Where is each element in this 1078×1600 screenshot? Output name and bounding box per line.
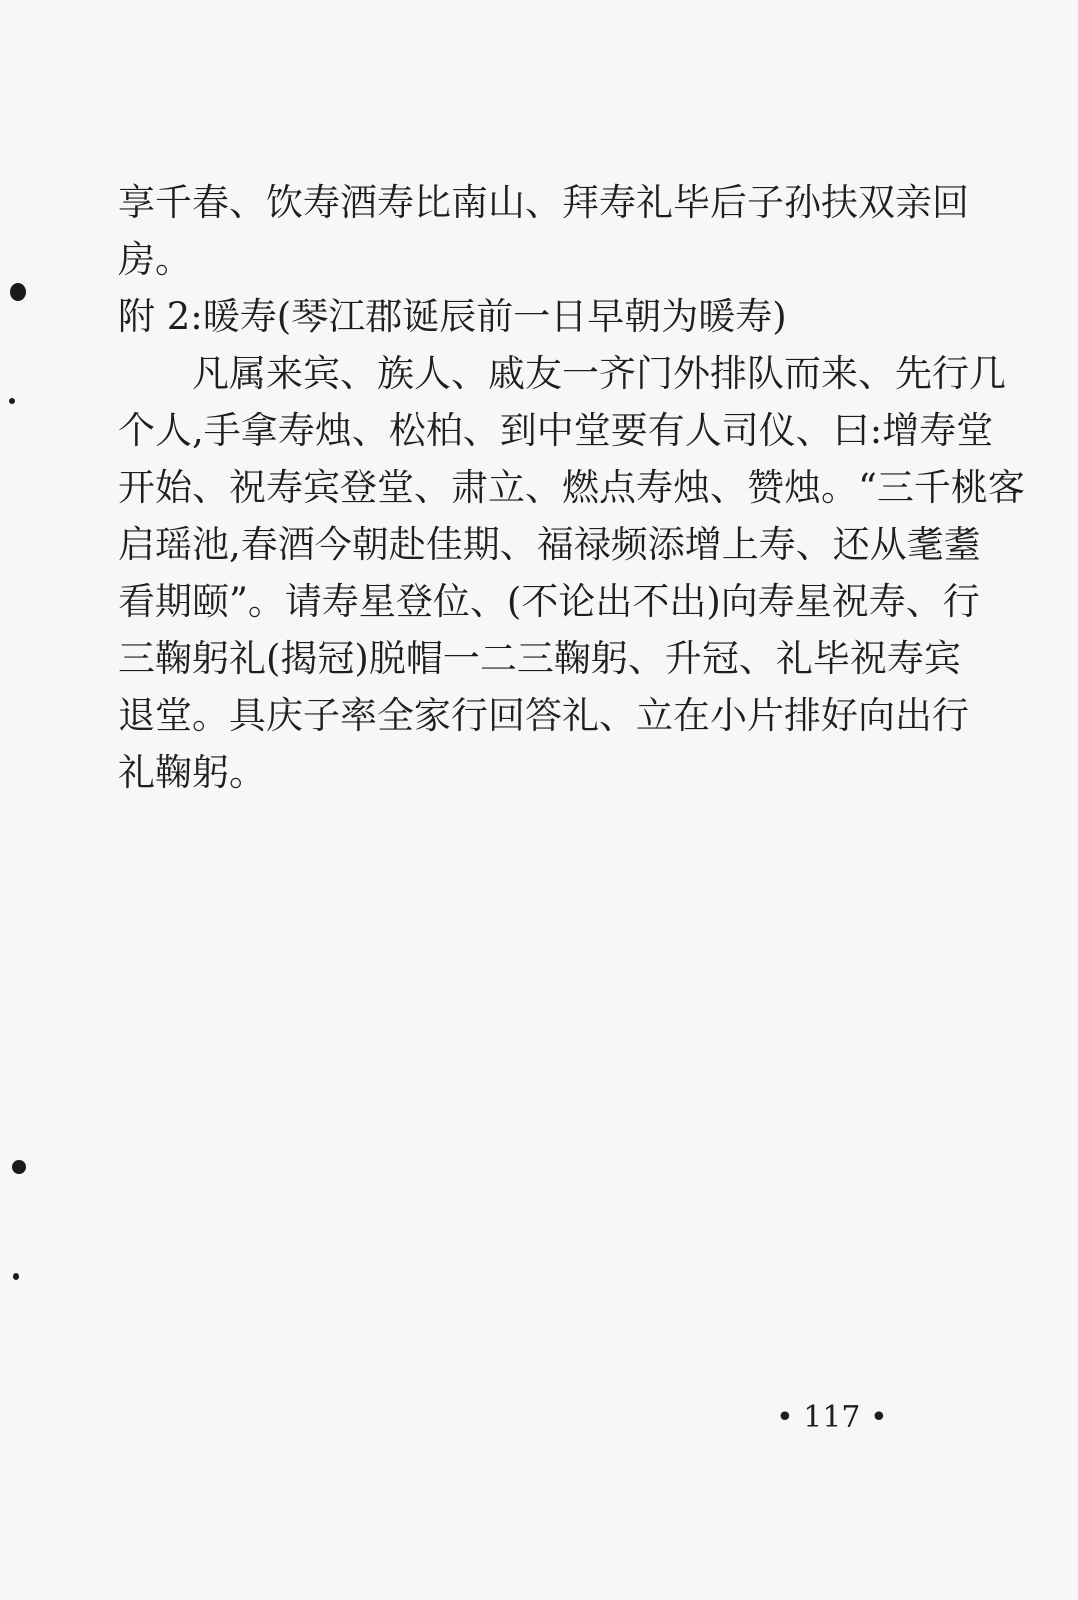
section-heading: 附 2:暖寿(琴江郡诞辰前一日早朝为暖寿)	[118, 295, 787, 338]
text-line-10: 退堂。具庆子率全家行回答礼、立在小片排好向出行	[118, 694, 969, 737]
binding-hole-mark	[13, 1273, 19, 1280]
text-line-7: 启瑶池,春酒今朝赴佳期、福禄频添增上寿、还从耄耋	[118, 523, 981, 566]
binding-hole-mark	[9, 398, 15, 404]
text-line-8: 看期颐”。请寿星登位、(不论出不出)向寿星祝寿、行	[118, 580, 980, 623]
binding-hole-mark	[10, 283, 26, 301]
page-number: • 117 •	[776, 1400, 888, 1435]
text-line-4: 凡属来宾、族人、戚友一齐门外排队而来、先行几	[192, 352, 1006, 395]
text-line-6: 开始、祝寿宾登堂、肃立、燃点寿烛、赞烛。“三千桃客	[118, 466, 1025, 509]
binding-hole-mark	[12, 1160, 26, 1174]
text-line-2: 房。	[118, 238, 192, 281]
text-line-1: 享千春、饮寿酒寿比南山、拜寿礼毕后子孙扶双亲回	[118, 181, 969, 224]
text-line-9: 三鞠躬礼(揭冠)脱帽一二三鞠躬、升冠、礼毕祝寿宾	[118, 637, 961, 680]
text-line-5: 个人,手拿寿烛、松柏、到中堂要有人司仪、曰:增寿堂	[118, 409, 994, 452]
text-line-11: 礼鞠躬。	[118, 751, 266, 794]
body-text	[118, 174, 1025, 801]
